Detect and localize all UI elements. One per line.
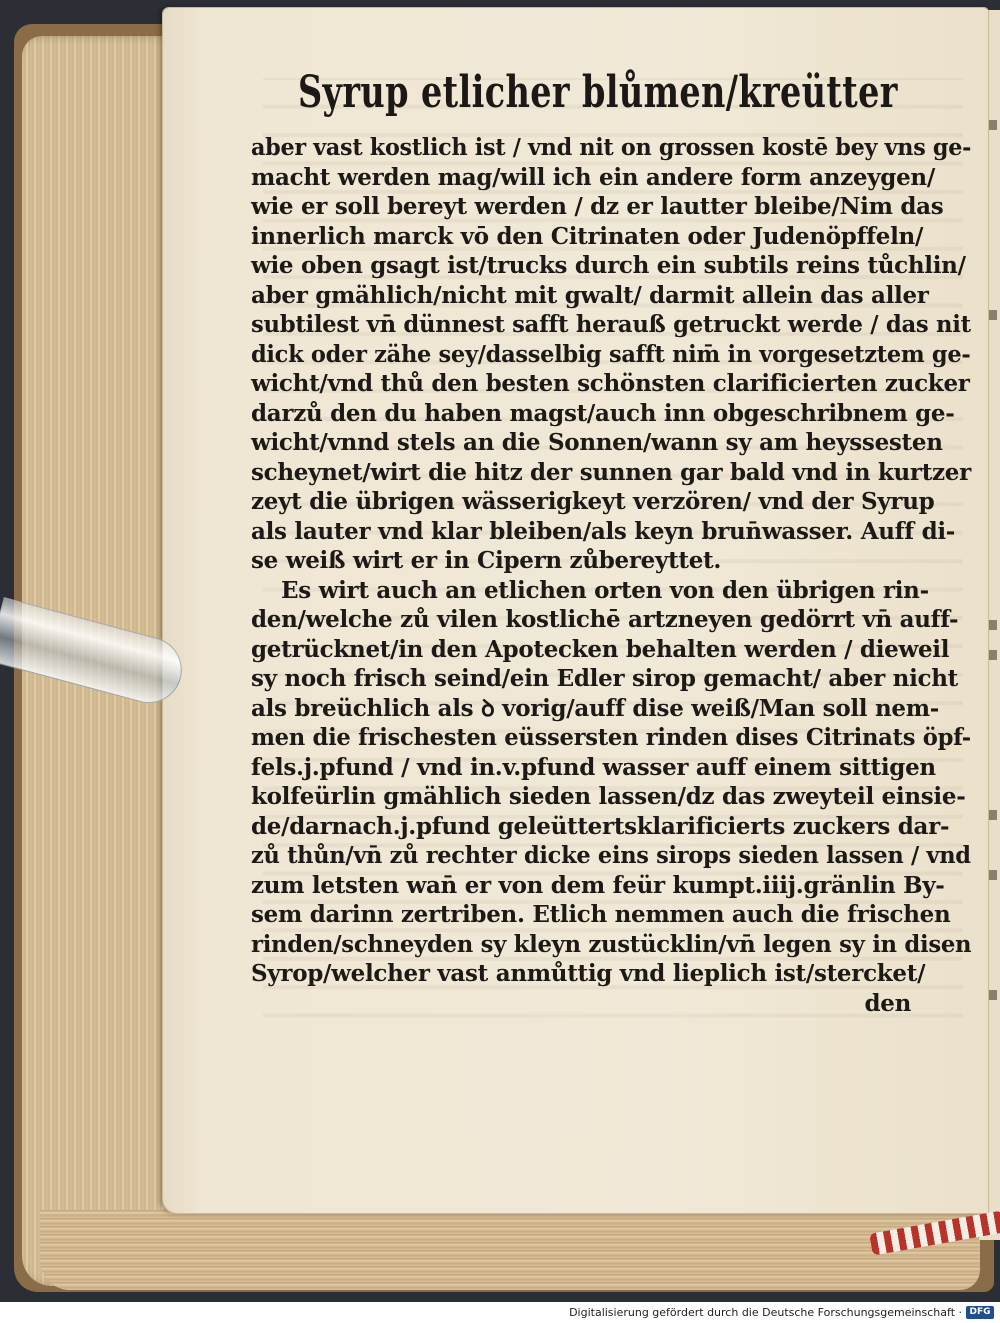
text-line: Syrop/welcher vast anmůttig vnd lieplich ist/stercket/ xyxy=(251,960,926,987)
catchword: den xyxy=(864,989,911,1017)
text-line: den/welche zů vilen kostlichē artzneyen gedörrt vn̄ auff- xyxy=(251,606,959,633)
text-line: sem darinn zertriben. Etlich nemmen auch die frischen xyxy=(251,901,951,928)
text-line: zů thůn/vn̄ zů rechter dicke eins sirops sieden lassen / vnd xyxy=(251,842,971,869)
text-line: innerlich marck vō den Citrinaten oder Judenöpffeln/ xyxy=(251,222,924,250)
text-line: darzů den du haben magst/auch inn obgeschribnem ge- xyxy=(251,399,955,427)
page-edges-bottom xyxy=(40,1210,980,1290)
text-line: aber vast kostlich ist / vnd nit on grossen kostē bey vns ge- xyxy=(251,134,972,161)
text-line: se weiß wirt er in Cipern zůbereyttet. xyxy=(251,547,722,574)
text-line: zeyt die übrigen wässerigkeyt verzören/ vnd der Syrup xyxy=(251,488,935,515)
text-line: getrücknet/in den Apotecken behalten werden / dieweil xyxy=(251,635,950,663)
text-line: men die frischesten eüssersten rinden dises Citrinats öpf- xyxy=(251,724,971,751)
body-text xyxy=(251,133,971,1018)
text-line: kolfeürlin gmählich sieden lassen/dz das zweyteil einsie- xyxy=(251,783,966,810)
text-line: de/darnach.j.pfund geleüttertsklarificierts zuckers dar- xyxy=(251,812,950,840)
text-line: wicht/vnd thů den besten schönsten clarificierten zucker xyxy=(251,370,970,397)
dfg-logo: DFG xyxy=(966,1306,994,1319)
text-line: macht werden mag/will ich ein andere form anzeygen/ xyxy=(251,163,935,191)
footer-bar xyxy=(0,1302,1000,1323)
text-line: wie oben gsagt ist/trucks durch ein subtils reins tůchlin/ xyxy=(251,252,966,279)
text-line: wicht/vnnd stels an die Sonnen/wann sy am heyssesten xyxy=(251,429,943,456)
book-page xyxy=(163,8,988,1213)
text-line: fels.j.pfund / vnd in.v.pfund wasser auff einem sittigen xyxy=(251,753,936,781)
text-line: zum letsten wan̄ er von dem feür kumpt.iiij.gränlin By- xyxy=(251,871,945,899)
text-line: rinden/schneyden sy kleyn zustücklin/vn̄ legen sy in disen xyxy=(251,930,972,958)
text-line: subtilest vn̄ dünnest safft herauß getruckt werde / das nit xyxy=(251,311,971,338)
text-line: als breüchlich als ꝺ vorig/auff dise weiß/Man soll nem- xyxy=(251,694,939,722)
text-line: scheynet/wirt die hitz der sunnen gar bald vnd in kurtzer xyxy=(251,458,971,486)
running-head: Syrup etlicher blůmen/kreütter xyxy=(298,67,898,118)
text-line: aber gmählich/nicht mit gwalt/ darmit allein das aller xyxy=(251,281,929,309)
text-line: dick oder zähe sey/dasselbig safft nim̄ in vorgesetztem ge- xyxy=(251,340,971,368)
text-line: sy noch frisch seind/ein Edler sirop gemacht/ aber nicht xyxy=(251,665,958,692)
paragraph-start-line: Es wirt auch an etlichen orten von den übrigen rin- xyxy=(281,576,929,604)
text-line: wie er soll bereyt werden / dz er lautter bleibe/Nim das xyxy=(251,193,944,220)
funding-credit: Digitalisierung gefördert durch die Deutsche Forschungsgemeinschaft · xyxy=(569,1306,962,1319)
text-line: als lauter vnd klar bleiben/als keyn brun̄wasser. Auff di- xyxy=(251,517,956,545)
